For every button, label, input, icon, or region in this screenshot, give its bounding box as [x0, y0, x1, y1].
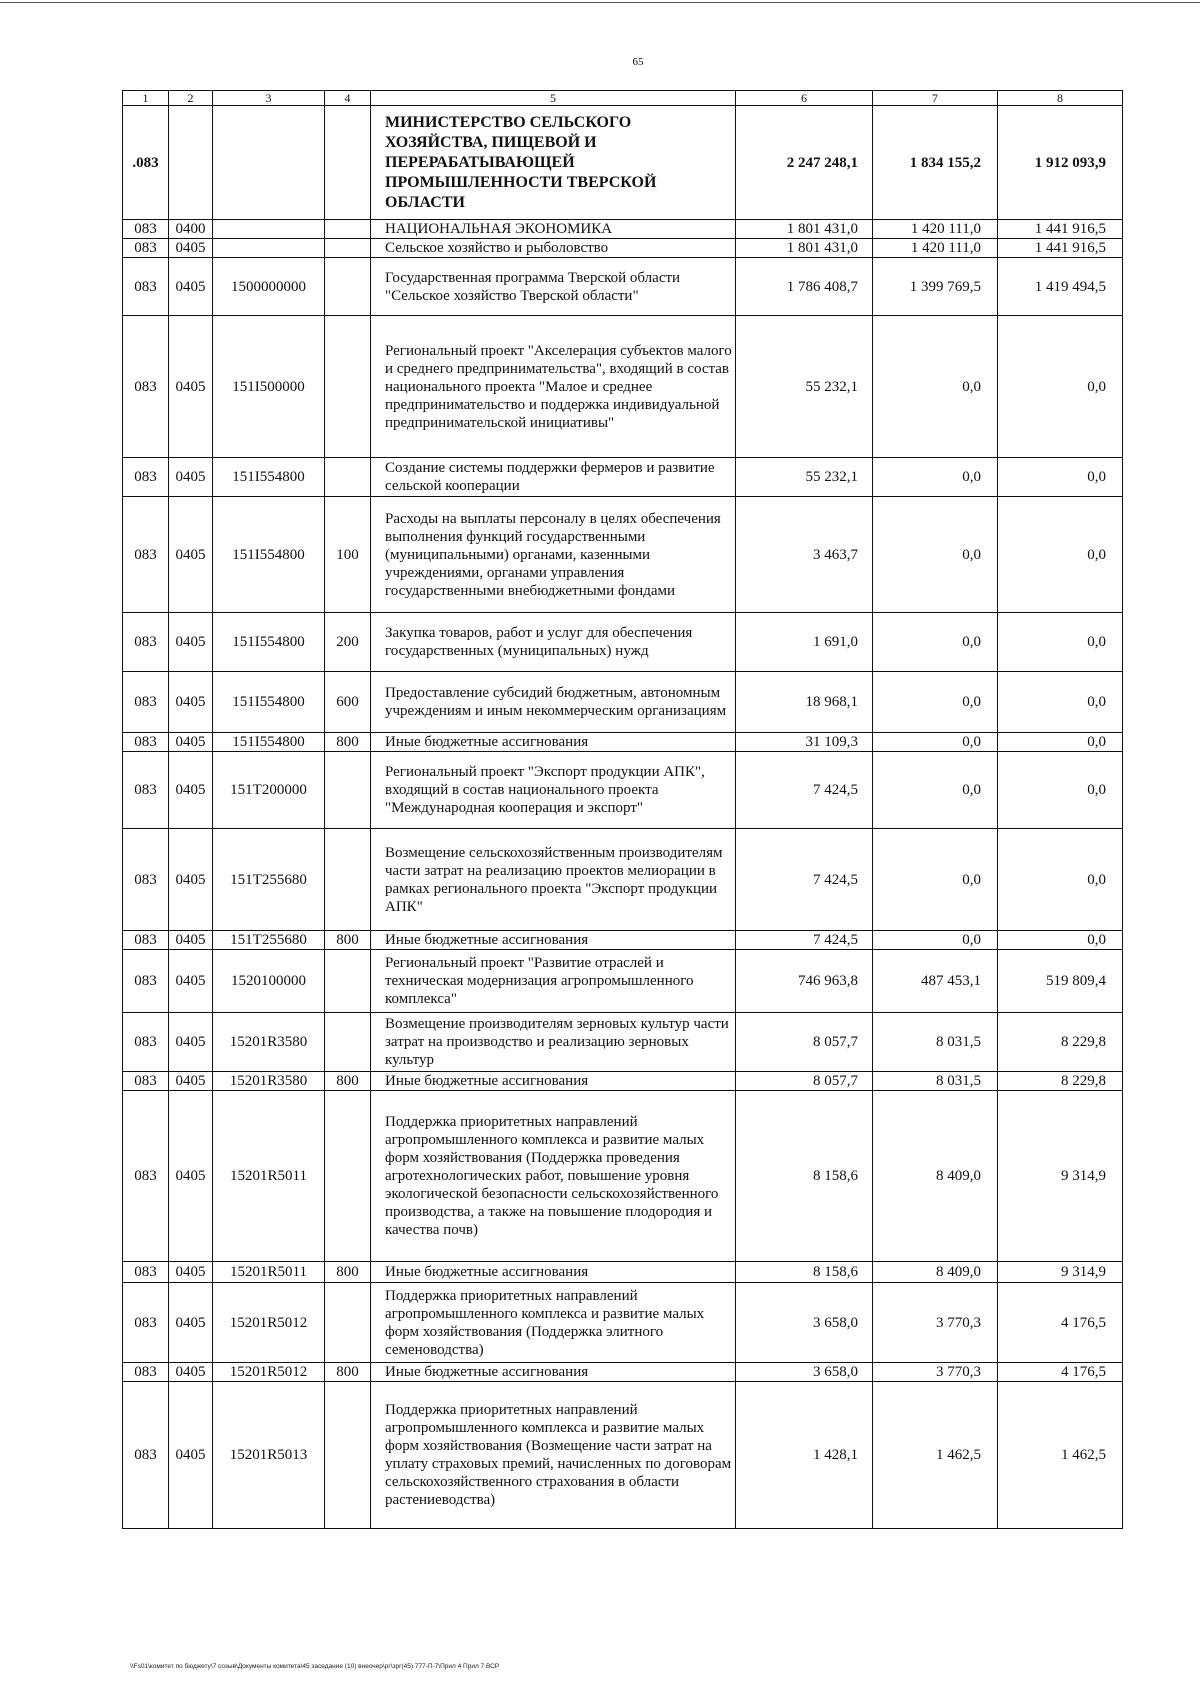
cell-target-article: 151I554800	[213, 672, 325, 733]
cell-expense-type	[325, 458, 371, 497]
cell-amount-col8: 0,0	[998, 458, 1123, 497]
header-col-1: 1	[123, 91, 169, 106]
cell-admin-code: 083	[123, 1363, 169, 1382]
cell-expense-type	[325, 1283, 371, 1363]
cell-amount-col8: 519 809,4	[998, 950, 1123, 1013]
cell-amount-col7: 0,0	[873, 316, 998, 458]
cell-description: Региональный проект "Развитие отраслей и техническая модернизация агропромышленного комплекса"	[371, 950, 736, 1013]
cell-expense-type	[325, 752, 371, 829]
cell-amount-col8: 0,0	[998, 733, 1123, 752]
table-row	[123, 220, 1123, 239]
cell-section-code: 0405	[169, 1363, 213, 1382]
cell-admin-code: 083	[123, 258, 169, 316]
cell-amount-col8: 0,0	[998, 752, 1123, 829]
cell-amount-col6: 746 963,8	[736, 950, 873, 1013]
table-row	[123, 752, 1123, 829]
cell-amount-col7: 3 770,3	[873, 1363, 998, 1382]
table-row	[123, 1072, 1123, 1091]
cell-amount-col6: 31 109,3	[736, 733, 873, 752]
cell-amount-col7: 0,0	[873, 613, 998, 672]
cell-amount-col8: 0,0	[998, 931, 1123, 950]
cell-amount-col6: 1 691,0	[736, 613, 873, 672]
cell-amount-col8: 8 229,8	[998, 1013, 1123, 1072]
cell-admin-code: 083	[123, 1072, 169, 1091]
cell-admin-code: 083	[123, 733, 169, 752]
cell-amount-col6: 2 247 248,1	[736, 106, 873, 220]
cell-amount-col8: 8 229,8	[998, 1072, 1123, 1091]
cell-amount-col6: 55 232,1	[736, 458, 873, 497]
cell-amount-col8: 0,0	[998, 829, 1123, 931]
cell-target-article: 15201R5013	[213, 1382, 325, 1529]
cell-description: Иные бюджетные ассигнования	[371, 1262, 736, 1283]
cell-description: Региональный проект "Экспорт продукции АПК", входящий в состав национального проекта "Международная кооперация и экспорт"	[371, 752, 736, 829]
cell-section-code: 0405	[169, 239, 213, 258]
cell-section-code: 0405	[169, 1382, 213, 1529]
table-row	[123, 931, 1123, 950]
cell-amount-col8: 4 176,5	[998, 1283, 1123, 1363]
cell-amount-col8: 1 441 916,5	[998, 220, 1123, 239]
cell-target-article	[213, 239, 325, 258]
cell-target-article: 151I554800	[213, 458, 325, 497]
table-row	[123, 1091, 1123, 1262]
cell-admin-code: 083	[123, 316, 169, 458]
cell-expense-type: 800	[325, 1363, 371, 1382]
cell-amount-col6: 1 801 431,0	[736, 239, 873, 258]
cell-admin-code: 083	[123, 1091, 169, 1262]
cell-amount-col6: 8 158,6	[736, 1262, 873, 1283]
cell-expense-type	[325, 829, 371, 931]
cell-section-code: 0405	[169, 829, 213, 931]
cell-amount-col7: 0,0	[873, 733, 998, 752]
cell-target-article: 15201R5011	[213, 1091, 325, 1262]
cell-amount-col7: 0,0	[873, 672, 998, 733]
cell-admin-code: 083	[123, 1013, 169, 1072]
cell-description: Расходы на выплаты персоналу в целях обеспечения выполнения функций государственными (муниципальными) органами, казенными учреждениями, органами управления государственными внебюджетными фондами	[371, 497, 736, 613]
cell-description: Иные бюджетные ассигнования	[371, 931, 736, 950]
table-row	[123, 1262, 1123, 1283]
cell-amount-col6: 8 057,7	[736, 1013, 873, 1072]
cell-amount-col8: 1 912 093,9	[998, 106, 1123, 220]
cell-section-code: 0405	[169, 258, 213, 316]
cell-amount-col7: 8 409,0	[873, 1262, 998, 1283]
cell-admin-code: 083	[123, 829, 169, 931]
cell-amount-col7: 8 409,0	[873, 1091, 998, 1262]
cell-section-code: 0405	[169, 752, 213, 829]
cell-amount-col7: 8 031,5	[873, 1072, 998, 1091]
table-row	[123, 829, 1123, 931]
cell-amount-col6: 55 232,1	[736, 316, 873, 458]
cell-expense-type: 800	[325, 1262, 371, 1283]
table-row	[123, 1363, 1123, 1382]
cell-target-article: 15201R3580	[213, 1013, 325, 1072]
cell-amount-col8: 0,0	[998, 672, 1123, 733]
cell-target-article: 151I554800	[213, 613, 325, 672]
table-row	[123, 258, 1123, 316]
cell-section-code: 0405	[169, 931, 213, 950]
cell-amount-col7: 1 420 111,0	[873, 239, 998, 258]
cell-amount-col8: 4 176,5	[998, 1363, 1123, 1382]
cell-admin-code: 083	[123, 931, 169, 950]
cell-target-article	[213, 106, 325, 220]
cell-amount-col6: 7 424,5	[736, 931, 873, 950]
cell-section-code	[169, 106, 213, 220]
cell-amount-col7: 0,0	[873, 458, 998, 497]
cell-amount-col7: 0,0	[873, 752, 998, 829]
cell-section-code: 0405	[169, 1283, 213, 1363]
cell-expense-type: 200	[325, 613, 371, 672]
cell-amount-col6: 3 463,7	[736, 497, 873, 613]
cell-amount-col7: 0,0	[873, 497, 998, 613]
table-row	[123, 239, 1123, 258]
cell-description: Поддержка приоритетных направлений агропромышленного комплекса и развитие малых форм хозяйствования (Возмещение части затрат на уплату страховых премий, начисленных по договорам сельскохозяйственного страхования в области растениеводства)	[371, 1382, 736, 1529]
footer-file-path: \\Fs01\комитет по бюджету\7 созыв\Документы комитета\45 заседание (10) внеочер\рг\зрг(45) 777-П-7\Прил 4 Прил 7 ВСР	[130, 1663, 500, 1670]
cell-expense-type	[325, 1091, 371, 1262]
table-row	[123, 1382, 1123, 1529]
cell-admin-code: .083	[123, 106, 169, 220]
cell-amount-col6: 7 424,5	[736, 829, 873, 931]
table-row	[123, 672, 1123, 733]
cell-description: Иные бюджетные ассигнования	[371, 1072, 736, 1091]
cell-description: Сельское хозяйство и рыболовство	[371, 239, 736, 258]
cell-amount-col7: 1 462,5	[873, 1382, 998, 1529]
page-number: 65	[632, 56, 644, 68]
cell-section-code: 0405	[169, 1072, 213, 1091]
cell-description: Предоставление субсидий бюджетным, автономным учреждениям и иным некоммерческим организациям	[371, 672, 736, 733]
cell-target-article: 15201R5012	[213, 1283, 325, 1363]
cell-amount-col6: 7 424,5	[736, 752, 873, 829]
header-col-7: 7	[873, 91, 998, 106]
cell-description: Поддержка приоритетных направлений агропромышленного комплекса и развитие малых форм хозяйствования (Поддержка проведения агротехнологических работ, повышение уровня экологической безопасности сельскохозяйственного производства, а также на повышение плодородия и качества почв)	[371, 1091, 736, 1262]
table-row	[123, 497, 1123, 613]
cell-section-code: 0405	[169, 1091, 213, 1262]
cell-amount-col8: 1 441 916,5	[998, 239, 1123, 258]
cell-admin-code: 083	[123, 950, 169, 1013]
cell-amount-col6: 18 968,1	[736, 672, 873, 733]
cell-amount-col6: 3 658,0	[736, 1283, 873, 1363]
cell-description: Возмещение производителям зерновых культур части затрат на производство и реализацию зерновых культур	[371, 1013, 736, 1072]
cell-admin-code: 083	[123, 239, 169, 258]
cell-amount-col7: 8 031,5	[873, 1013, 998, 1072]
cell-description: Закупка товаров, работ и услуг для обеспечения государственных (муниципальных) нужд	[371, 613, 736, 672]
cell-amount-col7: 1 834 155,2	[873, 106, 998, 220]
cell-amount-col8: 9 314,9	[998, 1091, 1123, 1262]
cell-section-code: 0405	[169, 458, 213, 497]
table-row	[123, 1013, 1123, 1072]
cell-amount-col6: 1 786 408,7	[736, 258, 873, 316]
cell-admin-code: 083	[123, 458, 169, 497]
cell-description: Поддержка приоритетных направлений агропромышленного комплекса и развитие малых форм хозяйствования (Поддержка элитного семеноводства)	[371, 1283, 736, 1363]
cell-section-code: 0405	[169, 613, 213, 672]
cell-amount-col6: 8 057,7	[736, 1072, 873, 1091]
cell-admin-code: 083	[123, 613, 169, 672]
cell-amount-col6: 3 658,0	[736, 1363, 873, 1382]
cell-expense-type: 800	[325, 931, 371, 950]
cell-amount-col7: 3 770,3	[873, 1283, 998, 1363]
cell-amount-col7: 487 453,1	[873, 950, 998, 1013]
cell-expense-type	[325, 1013, 371, 1072]
cell-admin-code: 083	[123, 1382, 169, 1529]
cell-description: Возмещение сельскохозяйственным производителям части затрат на реализацию проектов мелиорации в рамках регионального проекта "Экспорт продукции АПК"	[371, 829, 736, 931]
cell-description: Иные бюджетные ассигнования	[371, 733, 736, 752]
cell-target-article: 151I500000	[213, 316, 325, 458]
cell-expense-type	[325, 258, 371, 316]
cell-target-article: 15201R5011	[213, 1262, 325, 1283]
cell-target-article: 151T255680	[213, 829, 325, 931]
cell-description: НАЦИОНАЛЬНАЯ ЭКОНОМИКА	[371, 220, 736, 239]
header-col-2: 2	[169, 91, 213, 106]
cell-amount-col8: 9 314,9	[998, 1262, 1123, 1283]
cell-target-article: 151I554800	[213, 497, 325, 613]
cell-expense-type	[325, 316, 371, 458]
cell-target-article: 15201R5012	[213, 1363, 325, 1382]
cell-amount-col7: 0,0	[873, 829, 998, 931]
cell-section-code: 0405	[169, 950, 213, 1013]
header-col-5: 5	[371, 91, 736, 106]
cell-target-article	[213, 220, 325, 239]
table-row	[123, 458, 1123, 497]
cell-amount-col6: 1 428,1	[736, 1382, 873, 1529]
cell-expense-type	[325, 1382, 371, 1529]
cell-description: Государственная программа Тверской области "Сельское хозяйство Тверской области"	[371, 258, 736, 316]
cell-expense-type	[325, 950, 371, 1013]
header-row	[123, 91, 1123, 106]
cell-section-code: 0405	[169, 672, 213, 733]
table-row	[123, 316, 1123, 458]
table-row	[123, 950, 1123, 1013]
cell-description: МИНИСТЕРСТВО СЕЛЬСКОГО ХОЗЯЙСТВА, ПИЩЕВОЙ И ПЕРЕРАБАТЫВАЮЩЕЙ ПРОМЫШЛЕННОСТИ ТВЕРСКОЙ ОБЛАСТИ	[371, 106, 736, 220]
cell-admin-code: 083	[123, 220, 169, 239]
cell-amount-col7: 1 420 111,0	[873, 220, 998, 239]
cell-amount-col6: 1 801 431,0	[736, 220, 873, 239]
cell-section-code: 0400	[169, 220, 213, 239]
cell-amount-col8: 0,0	[998, 497, 1123, 613]
budget-table	[122, 90, 1123, 1529]
cell-section-code: 0405	[169, 733, 213, 752]
cell-expense-type: 800	[325, 1072, 371, 1091]
cell-target-article: 151T200000	[213, 752, 325, 829]
table-row	[123, 106, 1123, 220]
cell-description: Иные бюджетные ассигнования	[371, 1363, 736, 1382]
cell-admin-code: 083	[123, 497, 169, 613]
cell-amount-col8: 1 419 494,5	[998, 258, 1123, 316]
cell-section-code: 0405	[169, 1013, 213, 1072]
cell-amount-col8: 0,0	[998, 316, 1123, 458]
cell-amount-col8: 0,0	[998, 613, 1123, 672]
header-col-6: 6	[736, 91, 873, 106]
cell-admin-code: 083	[123, 1262, 169, 1283]
cell-description: Создание системы поддержки фермеров и развитие сельской кооперации	[371, 458, 736, 497]
table-row	[123, 613, 1123, 672]
cell-expense-type	[325, 239, 371, 258]
header-col-8: 8	[998, 91, 1123, 106]
cell-expense-type	[325, 220, 371, 239]
cell-amount-col8: 1 462,5	[998, 1382, 1123, 1529]
cell-target-article: 151I554800	[213, 733, 325, 752]
table-row	[123, 733, 1123, 752]
cell-section-code: 0405	[169, 497, 213, 613]
cell-target-article: 1520100000	[213, 950, 325, 1013]
cell-target-article: 151T255680	[213, 931, 325, 950]
header-col-4: 4	[325, 91, 371, 106]
cell-expense-type: 600	[325, 672, 371, 733]
cell-target-article: 1500000000	[213, 258, 325, 316]
table-row	[123, 1283, 1123, 1363]
cell-amount-col7: 1 399 769,5	[873, 258, 998, 316]
cell-admin-code: 083	[123, 752, 169, 829]
cell-description: Региональный проект "Акселерация субъектов малого и среднего предпринимательства", входящий в состав национального проекта "Малое и среднее предпринимательство и поддержка индивидуальной предпринимательской инициативы"	[371, 316, 736, 458]
cell-expense-type: 800	[325, 733, 371, 752]
cell-section-code: 0405	[169, 316, 213, 458]
cell-expense-type	[325, 106, 371, 220]
cell-admin-code: 083	[123, 672, 169, 733]
header-col-3: 3	[213, 91, 325, 106]
cell-amount-col7: 0,0	[873, 931, 998, 950]
cell-admin-code: 083	[123, 1283, 169, 1363]
cell-expense-type: 100	[325, 497, 371, 613]
cell-amount-col6: 8 158,6	[736, 1091, 873, 1262]
cell-target-article: 15201R3580	[213, 1072, 325, 1091]
cell-section-code: 0405	[169, 1262, 213, 1283]
top-rule	[0, 2, 1200, 3]
